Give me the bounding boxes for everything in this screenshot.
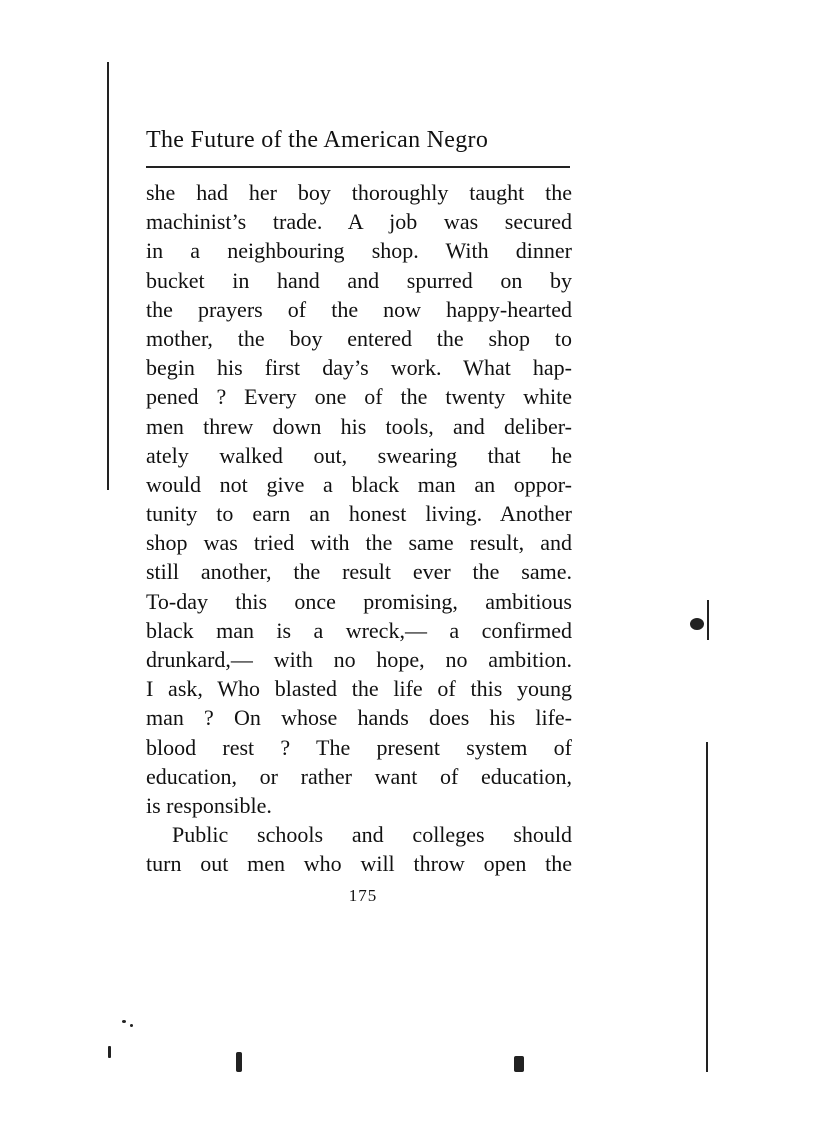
text-line: black man is a wreck,— a confirmed xyxy=(146,617,572,643)
text-line: the prayers of the now happy-hearted xyxy=(146,296,572,322)
text-line: shop was tried with the same result, and xyxy=(146,530,572,556)
text-line: mother, the boy entered the shop to xyxy=(146,325,572,351)
text-line: men threw down his tools, and deliber- xyxy=(146,413,572,439)
text-line: in a neighbouring shop. With dinner xyxy=(146,238,572,264)
scan-speck xyxy=(236,1052,242,1072)
scan-speck xyxy=(514,1056,524,1072)
page-number: 175 xyxy=(348,886,378,905)
running-head: The Future of the American Negro xyxy=(146,127,489,153)
text-line: education, or rather want of education, xyxy=(146,763,572,789)
text-line: I ask, Who blasted the life of this young xyxy=(146,676,572,702)
scan-speck xyxy=(690,618,704,630)
scan-edge-line-left xyxy=(107,62,109,490)
text-line: drunkard,— with no hope, no ambition. xyxy=(146,647,572,672)
text-line: To-day this once promising, ambitious xyxy=(146,588,572,614)
scan-speck xyxy=(707,600,709,640)
text-line: bucket in hand and spurred on by xyxy=(146,267,572,293)
body-text xyxy=(146,178,572,879)
text-line: would not give a black man an oppor- xyxy=(146,471,572,497)
text-line: still another, the result ever the same. xyxy=(146,559,572,585)
text-line: begin his first day’s work. What hap- xyxy=(146,355,572,381)
scan-speck xyxy=(108,1046,111,1058)
scan-speck xyxy=(122,1020,126,1023)
text-line: turn out men who will throw open the xyxy=(146,851,572,877)
paragraph-end-line: is responsible. xyxy=(146,792,272,818)
text-line: machinist’s trade. A job was secured xyxy=(146,209,572,235)
text-line: blood rest ? The present system of xyxy=(146,734,572,760)
scan-speck xyxy=(130,1024,133,1027)
text-line: pened ? Every one of the twenty white xyxy=(146,384,572,410)
scan-edge-line-right xyxy=(706,742,708,1072)
running-head-rule xyxy=(146,166,570,168)
text-line: tunity to earn an honest living. Another xyxy=(146,501,572,527)
paragraph-start-line: Public schools and colleges should xyxy=(172,822,572,848)
text-line: she had her boy thoroughly taught the xyxy=(146,180,572,205)
text-line: ately walked out, swearing that he xyxy=(146,442,572,468)
text-line: man ? On whose hands does his life- xyxy=(146,705,572,731)
